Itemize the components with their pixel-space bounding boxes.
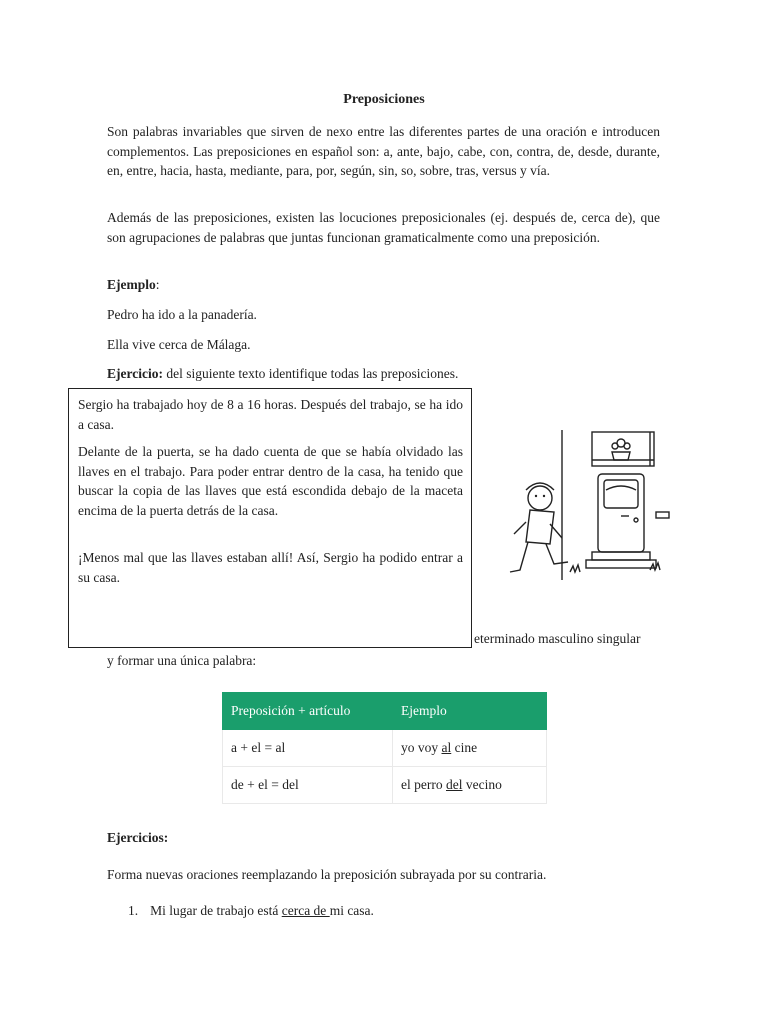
ejemplo-colon: : [155, 277, 160, 292]
exercise-text-box [68, 388, 472, 648]
locuciones-paragraph: Además de las preposiciones, existen las locuciones preposicionales (ej. después de, cerca de), que son agrupaciones de palabras que juntas funcionan gramaticalmente como una preposición. [107, 210, 660, 245]
table-row [223, 730, 547, 767]
table-header-cell: Ejemplo [393, 693, 547, 730]
item-text: Mi lugar de trabajo está [150, 903, 282, 918]
ejemplo-sentence-1: Pedro ha ido a la panadería. [107, 307, 257, 322]
page-title: Preposiciones [343, 92, 425, 107]
table-cell-example [393, 767, 547, 804]
item-text: mi casa. [329, 903, 374, 918]
ejemplo-sentence-2: Ella vive cerca de Málaga. [107, 337, 251, 352]
table-header-cell: Preposición + artículo [223, 693, 393, 730]
ejercicio-text: del siguiente texto identifique todas las preposiciones. [162, 366, 459, 381]
ejercicios-label: Ejercicios: [107, 830, 169, 845]
item-underlined: cerca de [281, 903, 330, 918]
example-text: el perro [401, 777, 446, 792]
table-cell-rule: a + el = al [223, 730, 393, 767]
ejercicio-instruction [107, 366, 458, 382]
ejemplo-heading [107, 277, 160, 293]
contractions-table [222, 692, 547, 804]
ejercicios-heading [107, 830, 168, 846]
box-paragraph-1: Sergio ha trabajado hoy de 8 a 16 horas. Después del trabajo, se ha ido a casa. [78, 397, 463, 432]
list-number: 1. [128, 903, 139, 918]
ejemplo-label: Ejemplo [107, 277, 156, 292]
example-underlined: del [445, 777, 463, 792]
partial-line: eterminado masculino singular [474, 631, 641, 646]
list-item [128, 903, 374, 919]
partial-line-2: y formar una única palabra: [107, 653, 257, 668]
boy-at-door-illustration [500, 430, 670, 590]
ejercicio-label: Ejercicio: [107, 366, 163, 381]
table-cell-rule: de + el = del [223, 767, 393, 804]
example-text: vecino [462, 777, 502, 792]
example-text: cine [451, 740, 478, 755]
intro-paragraph: Son palabras invariables que sirven de nexo entre las diferentes partes de una oración e introducen complementos. Las preposiciones en español son: a, ante, bajo, cabe, con, contra, de, desde, durante, en, entre, hacia, hasta, mediante, para, por, según, sin, so, sobre, tras, versus y vía. [107, 124, 660, 178]
example-text: yo voy [401, 740, 442, 755]
table-header-row [223, 693, 547, 730]
example-underlined: al [441, 740, 452, 755]
box-paragraph-2: Delante de la puerta, se ha dado cuenta de que se había olvidado las llaves en el trabajo. Para poder entrar dentro de la casa, ha tenido que buscar la copia de las llaves que está escondida debajo de la maceta encima de la puerta detrás de la casa. [78, 444, 463, 518]
box-paragraph-3: ¡Menos mal que las llaves estaban allí! Así, Sergio ha podido entrar a su casa. [78, 550, 463, 585]
table-cell-example [393, 730, 547, 767]
instruction-line: Forma nuevas oraciones reemplazando la preposición subrayada por su contraria. [107, 867, 547, 882]
table-row [223, 767, 547, 804]
